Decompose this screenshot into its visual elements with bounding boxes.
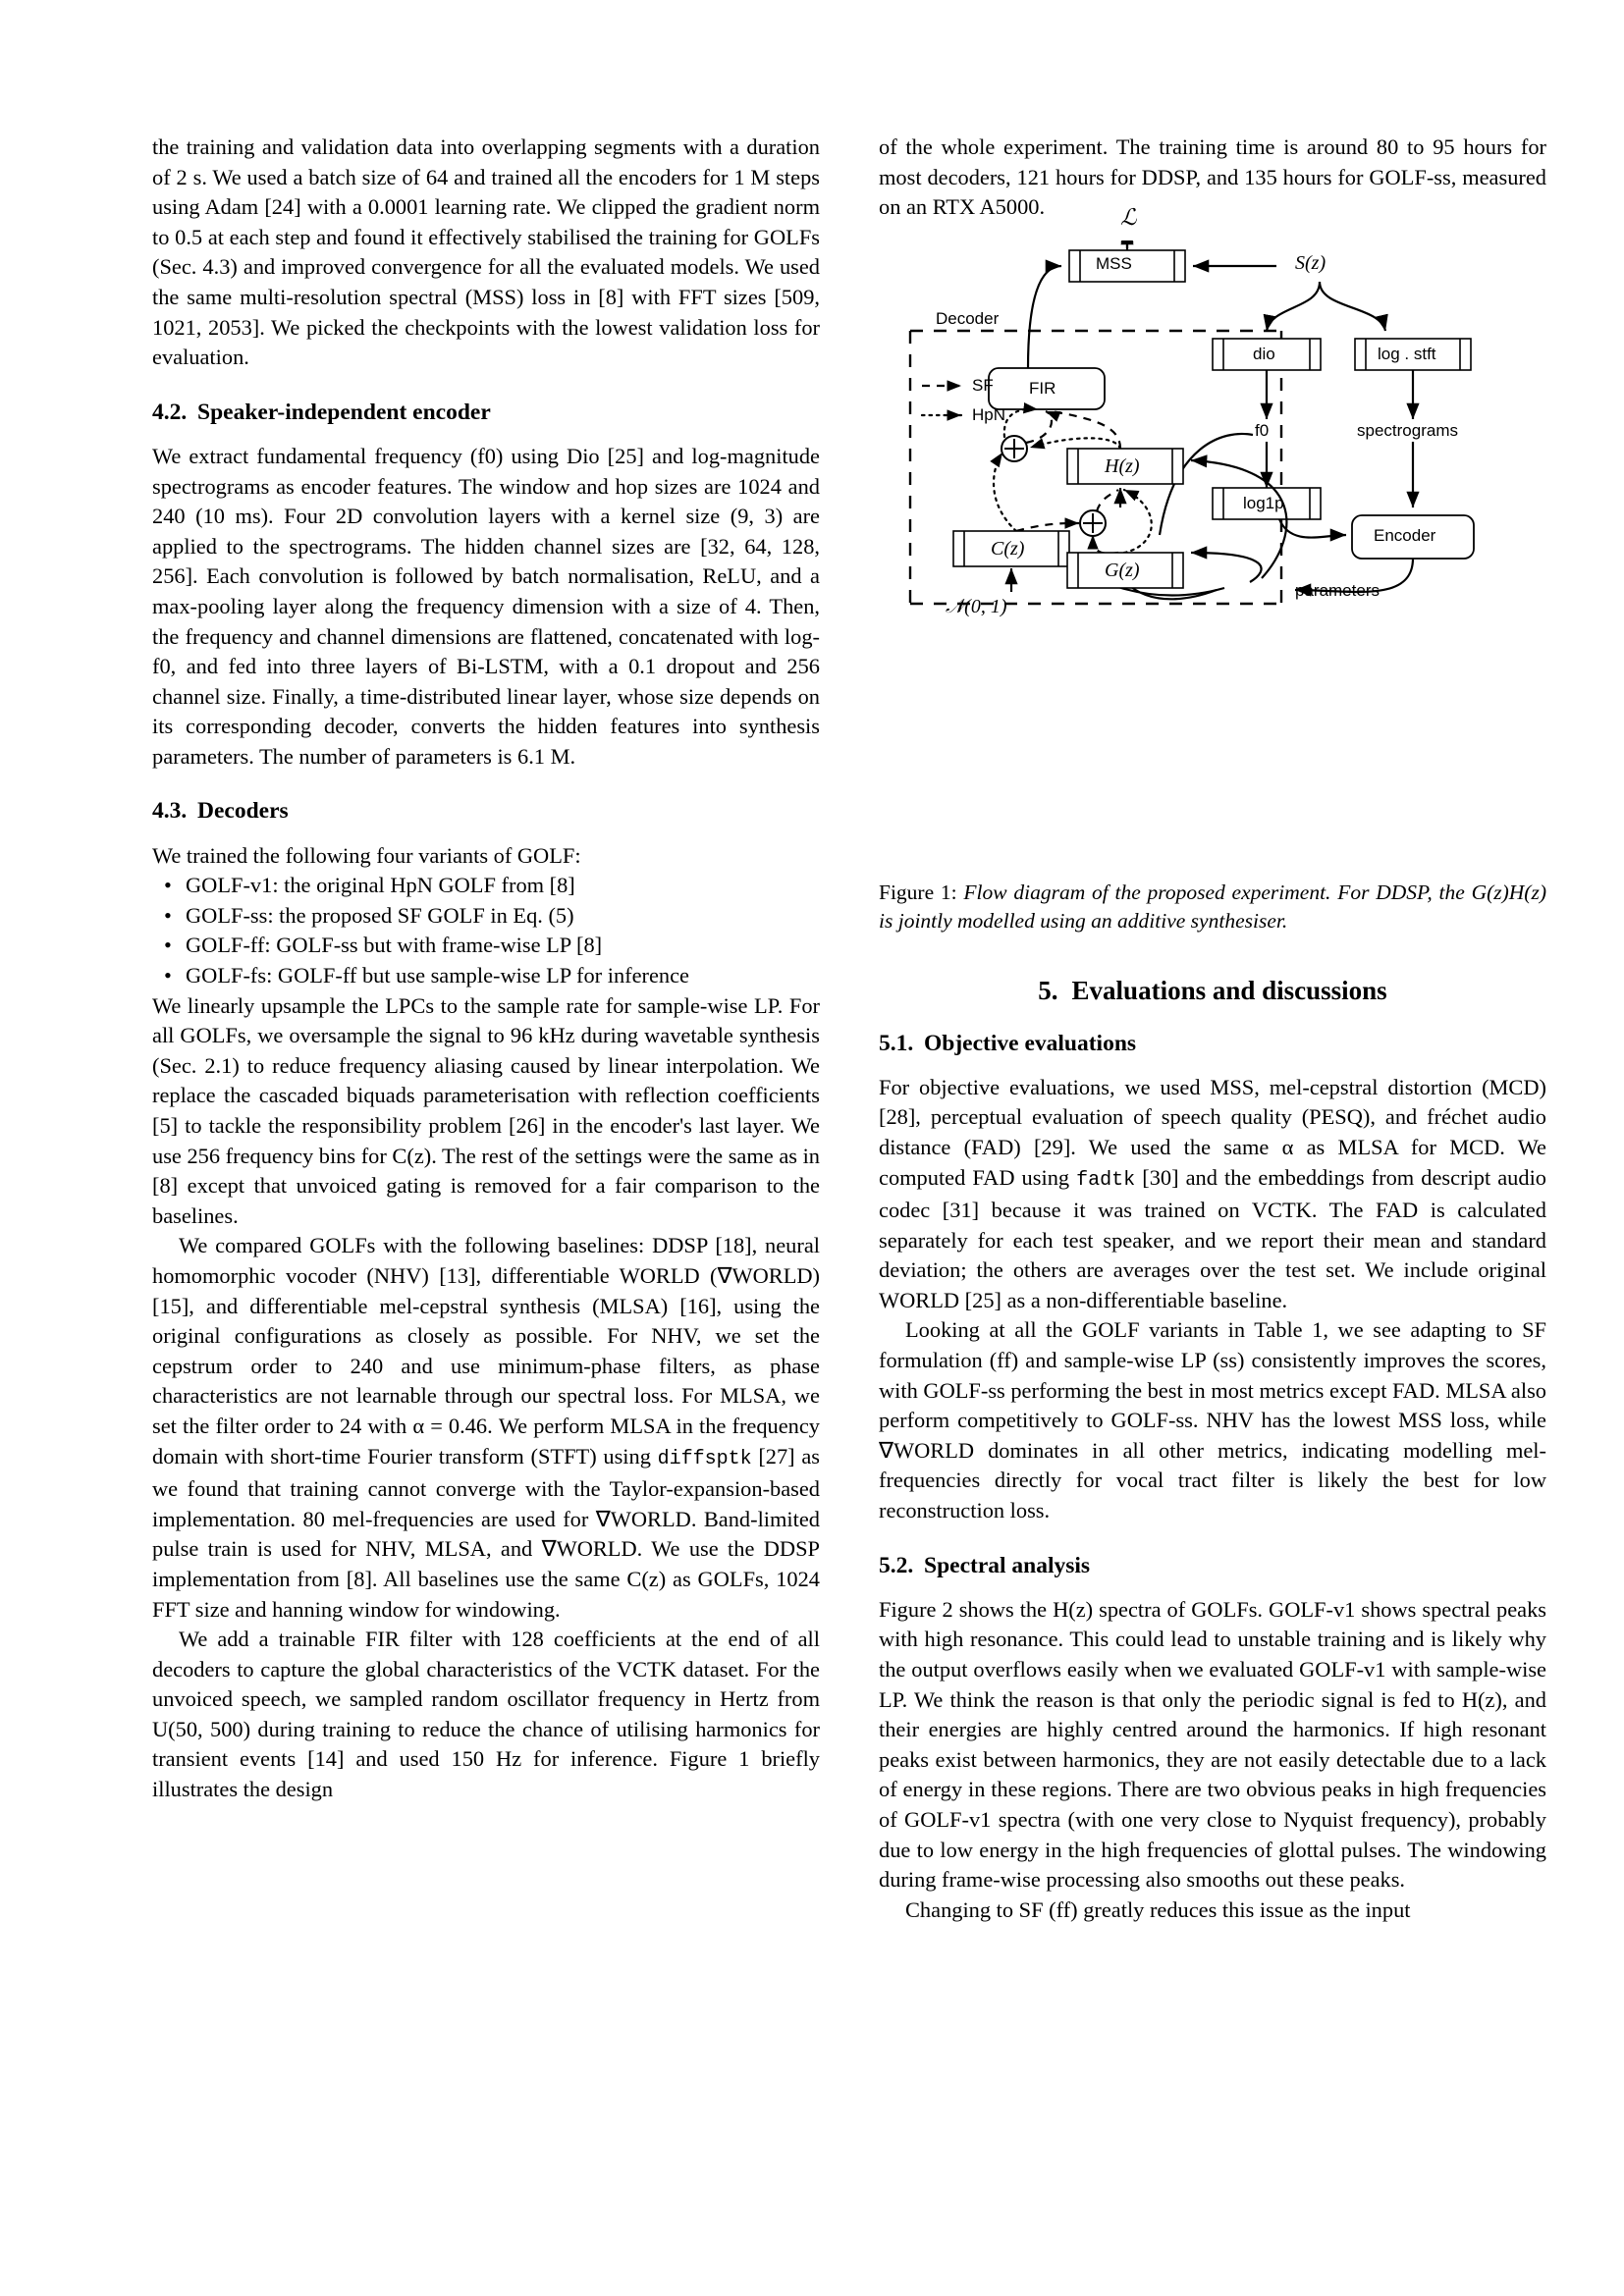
fir-label: FIR xyxy=(1029,378,1056,398)
paragraph-4-3-intro: We trained the following four variants of GOLF: xyxy=(152,842,581,868)
list-item: • GOLF-v1: the original HpN GOLF from [8] xyxy=(186,871,820,901)
code-diffsptk: diffsptk xyxy=(657,1447,752,1470)
heading-4-3-number: 4.3. xyxy=(152,798,188,825)
heading-4-2 xyxy=(152,399,820,426)
signal-label: S(z) xyxy=(1295,251,1326,274)
decoder-group-label: Decoder xyxy=(936,308,1000,328)
paragraph-4-2-1: We extract fundamental frequency (f0) using Dio [25] and log-magnitude spectrograms as encoder features. The window and hop sizes are 1024 and 240 (10 ms). Four 2D convolution layers with a kernel size (9, 3) are applied to the spectrograms. The hidden channel sizes are [32, 64, 128, 256]. Each convolution is followed by batch normalisation, ReLU, and a max-pooling layer along the frequency dimension with a size of 4. Then, the frequency and channel dimensions are flattened, concatenated with log-f0, and fed into three layers of Bi-LSTM, with a 0.1 dropout and 256 channel size. Finally, a time-distributed linear layer, whose size depends on its corresponding decoder, converts the hidden features into synthesis parameters. The number of parameters is 6.1 M. xyxy=(152,443,820,769)
f0-label: f0 xyxy=(1255,420,1270,440)
heading-4-3-title: Decoders xyxy=(197,798,289,825)
hz-label: H(z) xyxy=(1105,454,1140,477)
figure-1-caption-body: Flow diagram of the proposed experiment. For DDSP, the G(z)H(z) is jointly modelled using an additive synthesiser. xyxy=(879,880,1546,933)
paragraph-5-1-1-pre: For objective evaluations, we used MSS, mel-cepstral distortion (MCD) [28], perceptual evaluation of speech quality (PESQ), and fréchet audio distance (FAD) [29]. We used the same α as MLSA for MCD. We computed FAD using xyxy=(879,1074,1546,1190)
paragraph-5-2-1: Figure 2 shows the H(z) spectra of GOLFs. GOLF-v1 shows spectral peaks with high resonance. This could lead to unstable training and is likely why the output overflows easily when we evaluated GOLF-v1 with sample-wise LP. We think the reason is that only the periodic signal is fed to H(z), and their energies are highly centred around the harmonics. If high resonant peaks exist between harmonics, they are not easily detectable due to a lack of energy in these regions. There are two obvious peaks in high frequencies of GOLF-v1 spectra (with one very close to Nyquist frequency), probably due to low energy in the high frequencies of glottal pulses. The windowing during frame-wise processing also smooths out these peaks. xyxy=(879,1596,1546,1893)
heading-5-1-title: Objective evaluations xyxy=(924,1030,1137,1056)
heading-5-number: 5. xyxy=(1038,975,1058,1005)
noise-label: 𝒩(0, 1) xyxy=(946,595,1007,617)
paragraph-5-2-2: Changing to SF (ff) greatly reduces this issue as the input xyxy=(905,1896,1411,1922)
paragraph-5-1-1 xyxy=(879,1073,1546,1316)
heading-4-2-number: 4.2. xyxy=(152,399,188,425)
legend-sf-label: SF xyxy=(972,375,994,395)
heading-5-title: Evaluations and discussions xyxy=(1071,975,1387,1005)
heading-5-1 xyxy=(879,1030,1546,1057)
left-column xyxy=(152,133,820,2178)
figure-1-caption xyxy=(879,879,1546,935)
paragraph-continued: the training and validation data into overlapping segments with a duration of 2 s. We used a batch size of 64 and trained all the encoders for 1 M steps using Adam [24] with a 0.0001 learning rate. We clipped the gradient norm to 0.5 at each step and found it effectively stabilised the training for GOLFs (Sec. 4.3) and improved convergence for all the evaluated models. We used the same multi-resolution spectral (MSS) loss in [8] with FFT sizes [509, 1021, 2053]. We picked the checkpoints with the lowest validation loss for evaluation. xyxy=(152,134,820,370)
paragraph-baselines-pre: We compared GOLFs with the following baselines: DDSP [18], neural homomorphic vocoder (NHV) [13], differentiable WORLD (∇WORLD) [15], and differentiable mel-cepstral synthesis (MLSA) [16], using the original configurations as closely as possible. For NHV, we set the cepstrum order to 240 and use minimum-phase filters, as phase characteristics are not learnable through our spectral loss. For MLSA, we set the filter order to 24 with α = 0.46. We perform MLSA in the frequency domain with short-time Fourier transform (STFT) using xyxy=(152,1233,820,1468)
mss-label: MSS xyxy=(1096,253,1132,273)
sum-node-1 xyxy=(1001,436,1027,461)
spectrograms-label: spectrograms xyxy=(1357,420,1458,440)
heading-5-2 xyxy=(879,1552,1546,1579)
paragraph-after-bullets: We linearly upsample the LPCs to the sample rate for sample-wise LP. For all GOLFs, we oversample the signal to 96 kHz during wavetable synthesis (Sec. 2.1) to reduce frequency aliasing caused by linear interpolation. We replace the cascaded biquads parameterisation with reflection coefficients [5] to tackle the responsibility problem [26] in the encoder's last layer. We use 256 frequency bins for C(z). The rest of the settings were the same as in [8] except that unvoiced gating is removed for a fair comparison to the baselines. xyxy=(152,992,820,1228)
paragraph-right-top: of the whole experiment. The training time is around 80 to 95 hours for most decoders, 121 hours for DDSP, and 135 hours for GOLF-ss, measured on an RTX A5000. xyxy=(879,134,1546,220)
paragraph-baselines xyxy=(152,1231,820,1625)
two-column-body xyxy=(152,133,1546,2178)
gz-label: G(z) xyxy=(1105,559,1140,581)
list-item: • GOLF-ff: GOLF-ss but with frame-wise LP [8] xyxy=(186,931,820,961)
legend-hpn-label: HpN xyxy=(972,404,1006,424)
heading-4-3 xyxy=(152,797,820,825)
log-stft-label: log . stft xyxy=(1378,344,1436,363)
figure-1-caption-lead: Figure 1: xyxy=(879,880,964,904)
paragraph-5-1-2: Looking at all the GOLF variants in Table 1, we see adapting to SF formulation (ff) and sample-wise LP (ss) consistently improves the scores, with GOLF-ss performing the best in most metrics except FAD. MLSA also perform competitively to GOLF-ss. NHV has the lowest MSS loss, while ∇WORLD dominates in all other metrics, indicating modelling mel-frequencies directly for vocal tract filter is likely the best for low reconstruction loss. xyxy=(879,1317,1546,1523)
flow-diagram-svg xyxy=(879,240,1546,869)
flow-diagram xyxy=(879,204,1546,869)
heading-4-2-title: Speaker-independent encoder xyxy=(197,399,491,425)
figure-1 xyxy=(879,204,1546,935)
heading-5-2-title: Spectral analysis xyxy=(924,1552,1091,1578)
list-item: • GOLF-fs: GOLF-ff but use sample-wise LP for inference xyxy=(186,961,820,991)
loss-symbol-label: ℒ xyxy=(1120,204,1137,230)
list-item: • GOLF-ss: the proposed SF GOLF in Eq. (5) xyxy=(186,901,820,932)
log1p-label: log1p xyxy=(1243,493,1284,512)
paragraph-baselines-post: [27] as we found that training cannot converge with the Taylor-expansion-based implementation. 80 mel-frequencies are used for ∇WORLD. Band-limited pulse train is used for NHV, MLSA, and ∇WORLD. We use the DDSP implementation from [8]. All baselines use the same C(z) as GOLFs, 1024 FFT size and hanning window for windowing. xyxy=(152,1443,820,1622)
paragraph-5-1-1-post: [30] and the embeddings from descript audio codec [31] because it was trained on VCTK. The FAD is calculated separately for each test speaker, and we report their mean and standard deviation; the others are averages over the test set. We include original WORLD [25] as a non-differentiable baseline. xyxy=(879,1164,1546,1312)
sum-node-2 xyxy=(1080,510,1106,536)
dio-label: dio xyxy=(1253,344,1275,363)
paragraph-fir: We add a trainable FIR filter with 128 coefficients at the end of all decoders to capture the global characteristics of the VCTK dataset. For the unvoiced speech, we sampled random oscillator frequency in Hertz from U(50, 500) during training to reduce the chance of utilising harmonics for transient events [14] and used 150 Hz for inference. Figure 1 briefly illustrates the design xyxy=(152,1627,820,1802)
heading-5-1-number: 5.1. xyxy=(879,1030,914,1056)
cz-label: C(z) xyxy=(991,537,1025,560)
heading-5 xyxy=(879,975,1546,1008)
heading-5-2-number: 5.2. xyxy=(879,1552,914,1578)
code-fadtk: fadtk xyxy=(1076,1168,1136,1192)
right-column xyxy=(879,133,1546,2178)
parameters-label: parameters xyxy=(1295,580,1380,600)
golf-variants-list xyxy=(152,871,820,990)
encoder-label: Encoder xyxy=(1374,525,1436,545)
